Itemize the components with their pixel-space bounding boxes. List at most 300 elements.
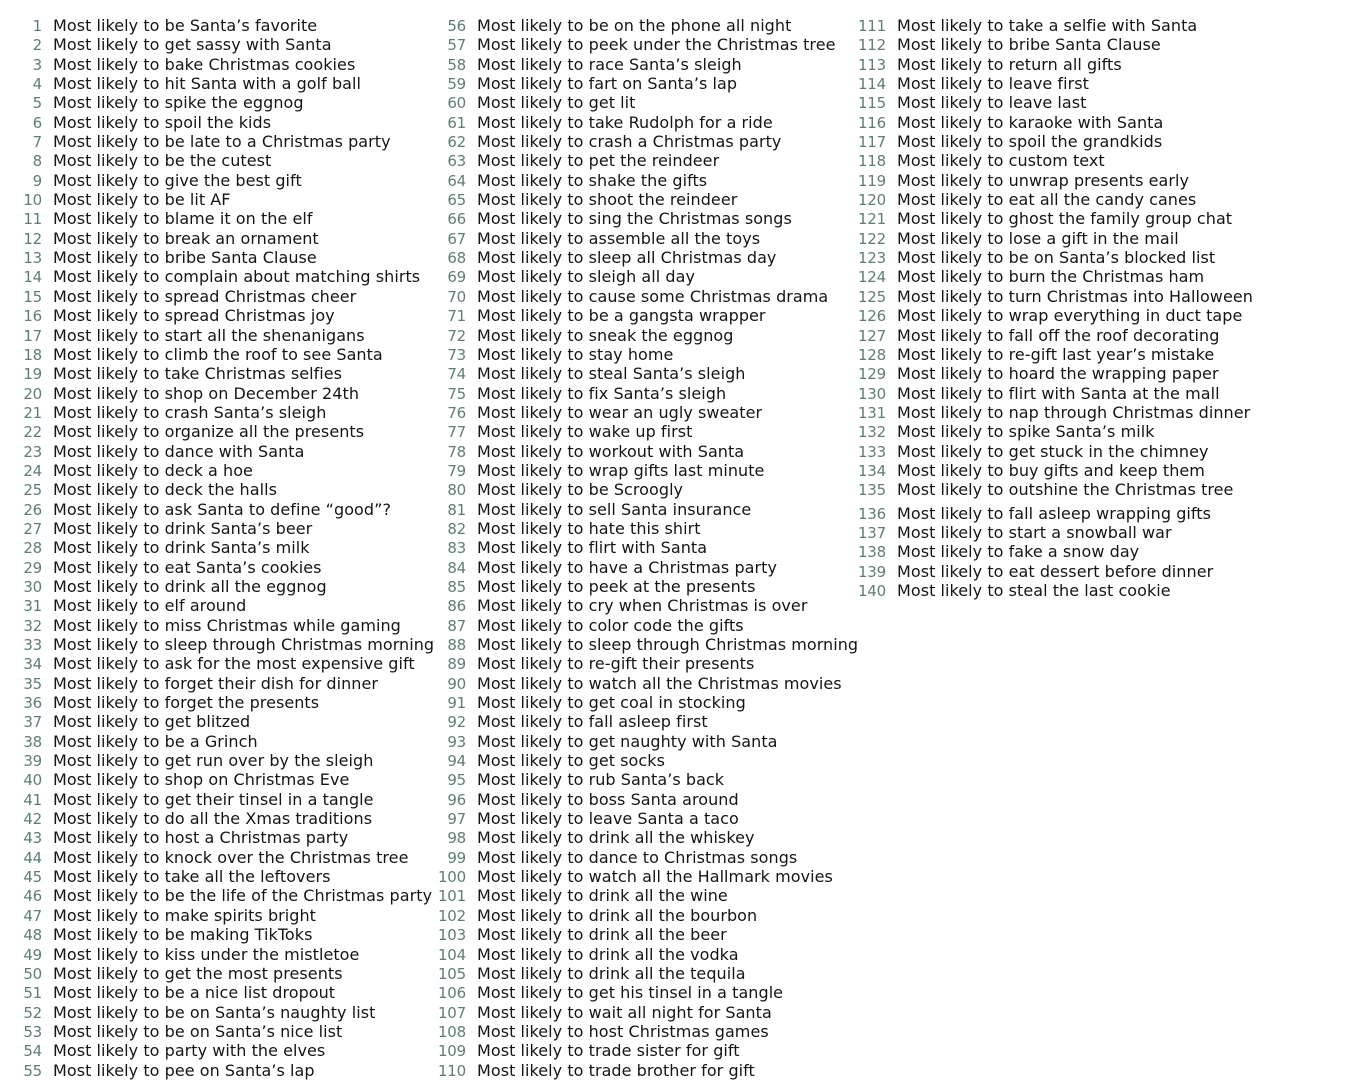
list-item-number: 105 — [437, 964, 466, 983]
list-item — [14, 151, 434, 170]
list-item-text: Most likely to cry when Christmas is over — [477, 596, 808, 616]
list-item — [856, 248, 1253, 267]
list-item-number: 108 — [437, 1022, 466, 1041]
list-item — [436, 151, 858, 170]
list-item — [14, 538, 434, 557]
list-item-text: Most likely to steal Santa’s sleigh — [477, 364, 746, 384]
list-item — [436, 925, 858, 944]
list-item-number: 65 — [447, 191, 466, 210]
list-item — [856, 93, 1253, 112]
list-item-text: Most likely to get socks — [477, 751, 665, 771]
list-column-2 — [436, 16, 858, 1080]
list-item — [14, 790, 434, 809]
list-item-text: Most likely to drink all the eggnog — [53, 576, 327, 596]
list-item-number: 2 — [32, 36, 42, 55]
list-item-number: 47 — [23, 906, 42, 925]
list-item — [14, 770, 434, 789]
list-item — [856, 171, 1253, 190]
list-item — [856, 287, 1253, 306]
list-item-text: Most likely to workout with Santa — [477, 441, 745, 461]
list-item-text: Most likely to get coal in stocking — [477, 693, 746, 713]
list-item — [436, 1041, 858, 1060]
list-item-text: Most likely to stay home — [477, 344, 674, 364]
list-item — [436, 596, 858, 615]
list-item-text: Most likely to eat dessert before dinner — [897, 561, 1214, 581]
list-item — [14, 287, 434, 306]
list-item-number: 109 — [437, 1042, 466, 1061]
list-item-text: Most likely to fall off the roof decorating — [897, 325, 1220, 345]
list-item-number: 58 — [447, 55, 466, 74]
list-item-text: Most likely to shake the gifts — [477, 170, 708, 190]
list-item — [14, 248, 434, 267]
list-item-text: Most likely to sleep through Christmas morning — [53, 635, 435, 654]
list-item-number: 73 — [447, 345, 466, 364]
list-item-number: 3 — [32, 55, 42, 74]
list-item — [14, 964, 434, 983]
list-item-text: Most likely to fart on Santa’s lap — [477, 74, 738, 94]
list-item-number: 52 — [23, 1003, 42, 1022]
list-item-number: 102 — [437, 906, 466, 925]
list-item-text: Most likely to start all the shenanigans — [53, 325, 365, 345]
list-item-text: Most likely to organize all the presents — [53, 422, 365, 442]
list-item-text: Most likely to wait all night for Santa — [477, 1002, 772, 1022]
list-item — [14, 596, 434, 615]
list-item-text: Most likely to get naughty with Santa — [477, 731, 778, 751]
list-item-number: 46 — [23, 887, 42, 906]
list-item-text: Most likely to cause some Christmas drama — [477, 286, 829, 306]
list-item-number: 83 — [447, 539, 466, 558]
list-item-number: 129 — [857, 365, 886, 384]
list-item-number: 133 — [857, 442, 886, 461]
list-item-number: 139 — [857, 562, 886, 581]
list-item — [14, 422, 434, 441]
list-item-number: 122 — [857, 229, 886, 248]
list-item-number: 90 — [447, 674, 466, 693]
list-item-number: 26 — [23, 500, 42, 519]
list-item-text: Most likely to hoard the wrapping paper — [897, 364, 1219, 384]
list-item-text: Most likely to be a nice list dropout — [53, 983, 336, 1003]
list-item-number: 78 — [447, 442, 466, 461]
list-item-number: 92 — [447, 713, 466, 732]
list-item — [436, 16, 858, 35]
list-item-text: Most likely to assemble all the toys — [477, 228, 761, 248]
list-item-text: Most likely to bake Christmas cookies — [53, 54, 356, 74]
list-item-number: 61 — [447, 113, 466, 132]
list-item-number: 9 — [32, 171, 42, 190]
list-item-text: Most likely to outshine the Christmas tree — [897, 480, 1234, 500]
list-item-text: Most likely to eat Santa’s cookies — [53, 557, 322, 577]
list-item-text: Most likely to bribe Santa Clause — [53, 248, 317, 268]
list-item-number: 104 — [437, 945, 466, 964]
list-item-number: 55 — [23, 1061, 42, 1080]
list-item-number: 60 — [447, 94, 466, 113]
list-item-text: Most likely to karaoke with Santa — [897, 112, 1164, 132]
list-item-number: 68 — [447, 249, 466, 268]
list-item-number: 138 — [857, 543, 886, 562]
list-item-number: 44 — [23, 848, 42, 867]
list-item-number: 95 — [447, 771, 466, 790]
list-item-number: 5 — [32, 94, 42, 113]
list-item-number: 126 — [857, 307, 886, 326]
list-item-text: Most likely to turn Christmas into Halloween — [897, 286, 1253, 306]
list-item-text: Most likely to get their tinsel in a tangle — [53, 789, 374, 809]
list-item-number: 80 — [447, 481, 466, 500]
list-item — [436, 461, 858, 480]
list-item-number: 77 — [447, 423, 466, 442]
list-item — [436, 790, 858, 809]
list-item-text: Most likely to kiss under the mistletoe — [53, 944, 360, 964]
list-item-number: 124 — [857, 268, 886, 287]
list-item — [14, 364, 434, 383]
list-item — [14, 345, 434, 364]
list-item — [436, 867, 858, 886]
list-item-text: Most likely to eat all the candy canes — [897, 190, 1197, 210]
list-item — [436, 267, 858, 286]
list-item-number: 59 — [447, 75, 466, 94]
list-item — [436, 93, 858, 112]
list-item — [436, 35, 858, 54]
list-item-number: 106 — [437, 984, 466, 1003]
list-item-number: 25 — [23, 481, 42, 500]
list-item-number: 127 — [857, 326, 886, 345]
list-item-number: 137 — [857, 523, 886, 542]
list-item-text: Most likely to forget their dish for dinner — [53, 673, 379, 693]
list-item-text: Most likely to race Santa’s sleigh — [477, 54, 742, 74]
list-item — [436, 983, 858, 1002]
list-item-number: 85 — [447, 577, 466, 596]
list-item — [436, 113, 858, 132]
list-item-number: 18 — [23, 345, 42, 364]
list-item — [436, 55, 858, 74]
list-item-number: 10 — [23, 191, 42, 210]
list-item — [14, 712, 434, 731]
list-item-text: Most likely to be making TikToks — [53, 925, 313, 945]
list-item-text: Most likely to be lit AF — [53, 190, 231, 210]
list-item-text: Most likely to take a selfie with Santa — [897, 16, 1198, 35]
list-item-text: Most likely to drink all the wine — [477, 886, 728, 906]
list-item — [14, 886, 434, 905]
list-item — [14, 403, 434, 422]
list-item-text: Most likely to color code the gifts — [477, 615, 744, 635]
list-item-number: 19 — [23, 365, 42, 384]
list-item — [856, 267, 1253, 286]
list-item-text: Most likely to be on Santa’s blocked list — [897, 248, 1216, 268]
list-item-text: Most likely to have a Christmas party — [477, 557, 777, 577]
list-item-text: Most likely to sleep through Christmas morning — [477, 635, 859, 654]
list-item — [436, 809, 858, 828]
list-item — [436, 384, 858, 403]
list-item-text: Most likely to drink all the vodka — [477, 944, 739, 964]
list-item-number: 100 — [437, 868, 466, 887]
list-item-text: Most likely to leave first — [897, 74, 1089, 94]
list-item — [14, 113, 434, 132]
list-item-number: 17 — [23, 326, 42, 345]
list-item-number: 45 — [23, 868, 42, 887]
list-item-number: 131 — [857, 403, 886, 422]
list-item-text: Most likely to be Santa’s favorite — [53, 16, 318, 35]
list-item-number: 123 — [857, 249, 886, 268]
list-item-text: Most likely to shop on December 24th — [53, 383, 360, 403]
list-item-text: Most likely to peek under the Christmas tree — [477, 35, 836, 55]
list-item — [14, 442, 434, 461]
list-item — [14, 190, 434, 209]
list-item-text: Most likely to leave Santa a taco — [477, 809, 739, 829]
list-item-text: Most likely to shoot the reindeer — [477, 190, 738, 210]
list-item-number: 35 — [23, 674, 42, 693]
list-item-number: 42 — [23, 810, 42, 829]
list-item — [14, 906, 434, 925]
list-item — [14, 732, 434, 751]
list-item-text: Most likely to start a snowball war — [897, 522, 1172, 542]
list-item-text: Most likely to spike Santa’s milk — [897, 422, 1155, 442]
list-item-text: Most likely to spread Christmas joy — [53, 306, 335, 326]
list-item-text: Most likely to drink all the whiskey — [477, 828, 755, 848]
list-item-text: Most likely to fall asleep wrapping gifts — [897, 503, 1212, 523]
list-item — [856, 480, 1253, 499]
list-item-number: 43 — [23, 829, 42, 848]
list-item-number: 11 — [23, 210, 42, 229]
list-item — [436, 500, 858, 519]
list-item-text: Most likely to drink all the beer — [477, 925, 727, 945]
list-item — [436, 732, 858, 751]
list-item — [14, 558, 434, 577]
list-item — [436, 209, 858, 228]
list-item-number: 98 — [447, 829, 466, 848]
list-item — [436, 616, 858, 635]
list-item — [14, 867, 434, 886]
list-item-text: Most likely to watch all the Christmas movies — [477, 673, 842, 693]
list-item-number: 4 — [32, 75, 42, 94]
list-item-number: 75 — [447, 384, 466, 403]
list-item-number: 54 — [23, 1042, 42, 1061]
list-item-text: Most likely to be on Santa’s naughty list — [53, 1002, 376, 1022]
list-item — [436, 345, 858, 364]
list-item-number: 125 — [857, 287, 886, 306]
list-item-text: Most likely to burn the Christmas ham — [897, 267, 1205, 287]
list-item-number: 121 — [857, 210, 886, 229]
list-item — [436, 964, 858, 983]
list-item-number: 81 — [447, 500, 466, 519]
list-item-number: 13 — [23, 249, 42, 268]
list-item — [14, 132, 434, 151]
list-item-number: 30 — [23, 577, 42, 596]
list-item — [14, 577, 434, 596]
list-item-text: Most likely to trade brother for gift — [477, 1060, 755, 1080]
list-item-number: 97 — [447, 810, 466, 829]
list-item-text: Most likely to shop on Christmas Eve — [53, 770, 350, 790]
list-item-text: Most likely to flirt with Santa at the mall — [897, 383, 1220, 403]
list-item-number: 128 — [857, 345, 886, 364]
list-item-text: Most likely to be on Santa’s nice list — [53, 1021, 343, 1041]
list-item-text: Most likely to elf around — [53, 596, 247, 616]
list-item — [14, 809, 434, 828]
list-item-text: Most likely to get lit — [477, 93, 636, 113]
list-item-text: Most likely to hate this shirt — [477, 518, 701, 538]
list-item-text: Most likely to be Scroogly — [477, 480, 684, 500]
list-item — [436, 1003, 858, 1022]
list-item-text: Most likely to custom text — [897, 151, 1105, 171]
list-item-number: 12 — [23, 229, 42, 248]
list-item — [436, 945, 858, 964]
list-item — [436, 674, 858, 693]
list-item-number: 33 — [23, 636, 42, 654]
list-item — [14, 461, 434, 480]
list-item — [14, 983, 434, 1002]
list-item-number: 64 — [447, 171, 466, 190]
list-item-text: Most likely to steal the last cookie — [897, 580, 1171, 600]
list-item-number: 120 — [857, 191, 886, 210]
list-item — [14, 74, 434, 93]
list-column-1 — [14, 16, 434, 1080]
list-item-text: Most likely to take Rudolph for a ride — [477, 112, 773, 132]
list-item — [14, 925, 434, 944]
list-item-text: Most likely to fall asleep first — [477, 712, 708, 732]
list-item-number: 101 — [437, 887, 466, 906]
list-item-number: 63 — [447, 152, 466, 171]
list-item-text: Most likely to leave last — [897, 93, 1087, 113]
list-item-text: Most likely to watch all the Hallmark movies — [477, 867, 833, 887]
list-item-number: 20 — [23, 384, 42, 403]
list-item-text: Most likely to bribe Santa Clause — [897, 35, 1161, 55]
list-item — [436, 712, 858, 731]
list-item — [856, 132, 1253, 151]
list-item-text: Most likely to give the best gift — [53, 170, 302, 190]
list-item-number: 110 — [437, 1061, 466, 1080]
list-item-number: 37 — [23, 713, 42, 732]
list-item-number: 74 — [447, 365, 466, 384]
list-item — [856, 35, 1253, 54]
list-item-text: Most likely to make spirits bright — [53, 905, 316, 925]
list-item — [14, 93, 434, 112]
list-item-text: Most likely to trade sister for gift — [477, 1041, 740, 1061]
list-item — [14, 480, 434, 499]
list-item-text: Most likely to hit Santa with a golf ball — [53, 74, 362, 94]
list-item-number: 132 — [857, 423, 886, 442]
list-item-text: Most likely to deck a hoe — [53, 460, 253, 480]
list-item-text: Most likely to pet the reindeer — [477, 151, 720, 171]
list-item-number: 136 — [857, 504, 886, 523]
list-item-text: Most likely to re-gift last year’s mistake — [897, 344, 1215, 364]
list-item-number: 93 — [447, 732, 466, 751]
list-item-number: 24 — [23, 461, 42, 480]
list-item — [436, 74, 858, 93]
list-item — [436, 693, 858, 712]
list-item — [436, 1061, 858, 1080]
list-item — [856, 461, 1253, 480]
list-item — [436, 306, 858, 325]
list-item-text: Most likely to take all the leftovers — [53, 867, 331, 887]
list-item-text: Most likely to spread Christmas cheer — [53, 286, 357, 306]
list-item-text: Most likely to boss Santa around — [477, 789, 739, 809]
list-item-text: Most likely to get the most presents — [53, 963, 343, 983]
list-item-number: 88 — [447, 636, 466, 654]
list-item — [436, 577, 858, 596]
list-item-text: Most likely to knock over the Christmas tree — [53, 847, 409, 867]
list-item-number: 112 — [857, 36, 886, 55]
list-item-text: Most likely to crash Santa’s sleigh — [53, 402, 327, 422]
list-item-number: 57 — [447, 36, 466, 55]
list-item — [436, 519, 858, 538]
list-item — [856, 542, 1253, 561]
list-item-text: Most likely to take Christmas selfies — [53, 364, 343, 384]
list-item — [14, 229, 434, 248]
list-item-text: Most likely to spoil the grandkids — [897, 132, 1163, 152]
list-item-number: 115 — [857, 94, 886, 113]
list-item-number: 38 — [23, 732, 42, 751]
list-item — [436, 635, 858, 654]
list-item — [14, 55, 434, 74]
list-item — [14, 267, 434, 286]
list-item-number: 39 — [23, 752, 42, 771]
list-item — [856, 74, 1253, 93]
list-item-number: 72 — [447, 326, 466, 345]
list-item — [14, 635, 434, 654]
list-item-number: 94 — [447, 752, 466, 771]
list-item-text: Most likely to return all gifts — [897, 54, 1122, 74]
list-item — [14, 848, 434, 867]
list-item-number: 107 — [437, 1003, 466, 1022]
list-item-number: 31 — [23, 597, 42, 616]
list-item-text: Most likely to forget the presents — [53, 693, 320, 713]
list-item — [436, 558, 858, 577]
list-item-number: 103 — [437, 926, 466, 945]
list-item — [856, 326, 1253, 345]
list-item-number: 41 — [23, 790, 42, 809]
list-item-text: Most likely to sleep all Christmas day — [477, 248, 777, 268]
list-item-number: 66 — [447, 210, 466, 229]
list-item-text: Most likely to climb the roof to see Santa — [53, 344, 383, 364]
list-item-text: Most likely to be a Grinch — [53, 731, 258, 751]
list-item-text: Most likely to spike the eggnog — [53, 93, 304, 113]
list-item — [14, 306, 434, 325]
list-item-text: Most likely to get run over by the sleigh — [53, 751, 374, 771]
list-item-number: 29 — [23, 558, 42, 577]
list-item-number: 130 — [857, 384, 886, 403]
list-item-text: Most likely to lose a gift in the mail — [897, 228, 1179, 248]
list-item — [14, 693, 434, 712]
list-item-text: Most likely to peek at the presents — [477, 576, 756, 596]
list-item — [856, 504, 1253, 523]
list-item-number: 48 — [23, 926, 42, 945]
list-item — [14, 171, 434, 190]
list-item-text: Most likely to be the life of the Christmas party — [53, 886, 433, 906]
list-item-text: Most likely to wear an ugly sweater — [477, 402, 763, 422]
list-item — [436, 906, 858, 925]
list-item-text: Most likely to sleigh all day — [477, 267, 695, 287]
list-item-number: 87 — [447, 616, 466, 635]
list-item-text: Most likely to re-gift their presents — [477, 654, 755, 674]
list-item — [436, 326, 858, 345]
list-item-text: Most likely to sing the Christmas songs — [477, 209, 792, 229]
list-item-text: Most likely to miss Christmas while gaming — [53, 615, 401, 635]
list-item — [436, 1022, 858, 1041]
list-item-text: Most likely to ghost the family group chat — [897, 209, 1233, 229]
list-item-number: 86 — [447, 597, 466, 616]
list-item — [436, 190, 858, 209]
list-item-number: 69 — [447, 268, 466, 287]
list-item-text: Most likely to host a Christmas party — [53, 828, 349, 848]
list-item-text: Most likely to nap through Christmas dinner — [897, 402, 1251, 422]
list-item-text: Most likely to fix Santa’s sleigh — [477, 383, 727, 403]
list-item — [856, 151, 1253, 170]
list-item — [14, 519, 434, 538]
list-item — [14, 1061, 434, 1080]
list-item — [856, 190, 1253, 209]
list-item-number: 117 — [857, 133, 886, 152]
list-item-text: Most likely to buy gifts and keep them — [897, 460, 1205, 480]
list-item-number: 1 — [32, 17, 42, 35]
list-item-number: 28 — [23, 539, 42, 558]
